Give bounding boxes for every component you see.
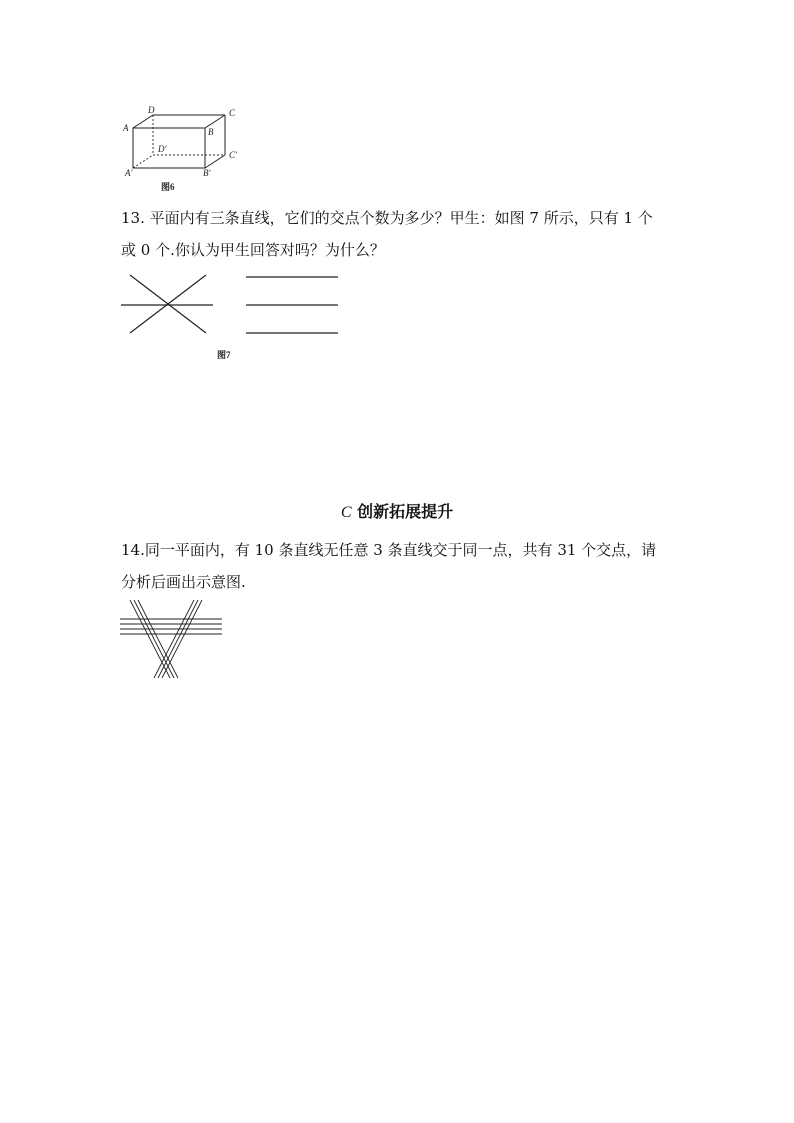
section-letter: C <box>340 504 352 521</box>
question-14-line-2: 分析后画出示意图. <box>121 573 246 591</box>
figure-7-caption: 图7 <box>217 350 231 360</box>
label-A: A <box>123 123 129 133</box>
section-title-text: 创新拓展提升 <box>357 502 454 521</box>
figure-6 <box>115 103 255 195</box>
question-14-line-1: 14.同一平面内，有 10 条直线无任意 3 条直线交于同一点，共有 31 个交点，请 <box>121 541 657 559</box>
section-title <box>0 500 794 525</box>
box-diagram <box>115 103 255 195</box>
label-C: C <box>229 108 236 118</box>
label-B: B <box>208 127 214 137</box>
lines-diagram <box>118 268 348 366</box>
figure-7 <box>118 268 348 366</box>
ten-lines-diagram <box>118 598 228 682</box>
question-13-line-1: 13. 平面内有三条直线，它们的交点个数为多少？甲生：如图 7 所示，只有 1 个 <box>121 209 653 227</box>
label-A-prime: A' <box>125 168 133 178</box>
figure-q14 <box>118 598 228 682</box>
question-13-line-2: 或 0 个.你认为甲生回答对吗？为什么？ <box>121 241 385 259</box>
label-D-prime: D' <box>158 144 167 154</box>
question-13 <box>121 202 653 266</box>
label-B-prime: B' <box>203 168 211 178</box>
label-D: D <box>148 105 155 115</box>
question-14 <box>121 534 656 598</box>
label-C-prime: C' <box>229 150 237 160</box>
figure-6-caption: 图6 <box>161 182 175 192</box>
